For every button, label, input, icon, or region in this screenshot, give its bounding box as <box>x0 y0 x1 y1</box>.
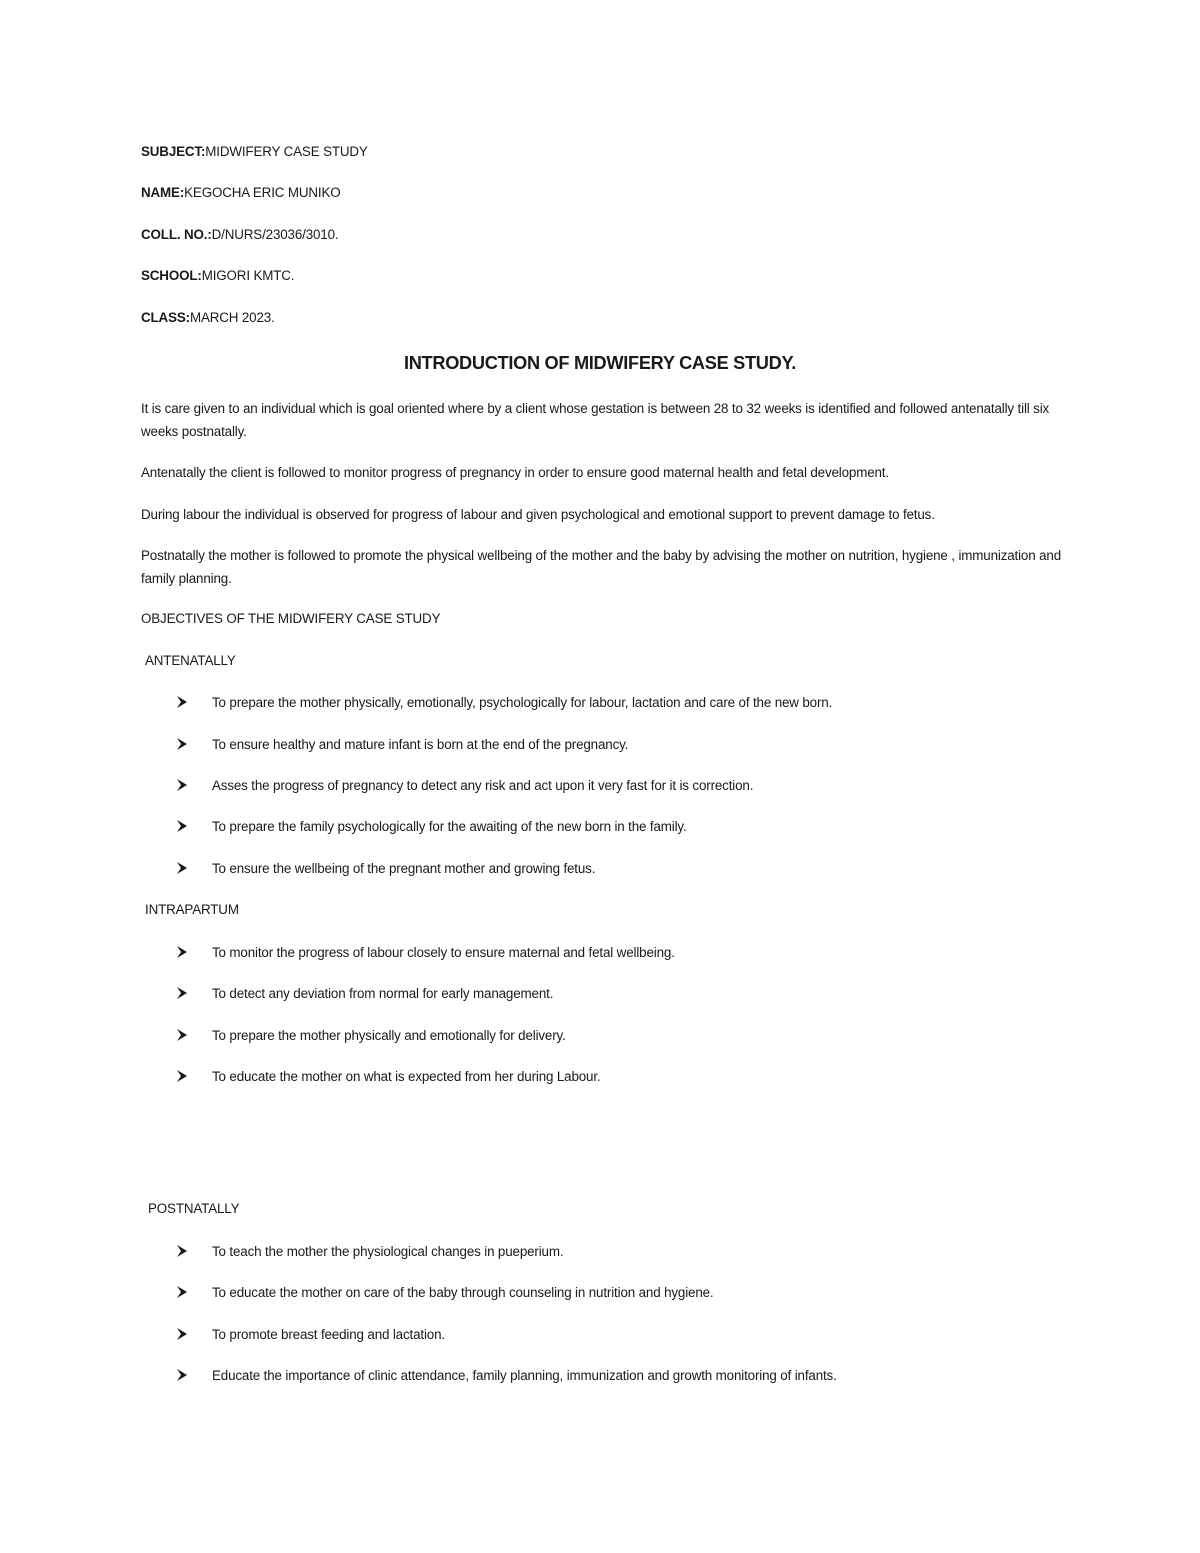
labour-paragraph: During labour the individual is observed for progress of labour and given psychological and emotional support to prevent damage to fetus. <box>141 507 935 522</box>
arrow-bullet-icon <box>176 695 188 709</box>
list-item-text: To promote breast feeding and lactation. <box>212 1327 445 1342</box>
arrow-bullet-icon <box>176 945 188 959</box>
list-item-text: To educate the mother on care of the baby through counseling in nutrition and hygiene. <box>212 1285 714 1300</box>
list-item <box>176 1327 1076 1345</box>
list-item <box>176 1028 1076 1046</box>
section-heading-postnatally: POSTNATALLY <box>148 1201 240 1216</box>
list-item-text: To ensure the wellbeing of the pregnant mother and growing fetus. <box>212 861 596 876</box>
list-item <box>176 778 1076 796</box>
coll-no-line <box>141 227 338 243</box>
list-item-text: To monitor the progress of labour closely to ensure maternal and fetal wellbeing. <box>212 945 675 960</box>
subject-key: SUBJECT: <box>141 144 206 159</box>
list-item-text: To prepare the mother physically and emotionally for delivery. <box>212 1028 566 1043</box>
list-item <box>176 737 1076 755</box>
class-value: MARCH 2023. <box>189 310 275 325</box>
section-heading-antenatally: ANTENATALLY <box>145 653 236 668</box>
arrow-bullet-icon <box>176 1285 188 1299</box>
coll-no-key: COLL. NO.: <box>141 227 212 242</box>
list-item <box>176 819 1076 837</box>
arrow-bullet-icon <box>176 819 188 833</box>
class-key: CLASS: <box>141 310 190 325</box>
list-item <box>176 1285 1076 1303</box>
list-item-text: To detect any deviation from normal for early management. <box>212 986 554 1001</box>
list-item <box>176 695 1076 713</box>
arrow-bullet-icon <box>176 778 188 792</box>
arrow-bullet-icon <box>176 1368 188 1382</box>
name-key: NAME: <box>141 185 185 200</box>
intro-paragraph: It is care given to an individual which is goal oriented where by a client whose gestation is between 28 to 32 weeks is identified and followed antenatally till six weeks postnatally. <box>141 401 1050 439</box>
class-line <box>141 310 275 326</box>
subject-line <box>141 144 368 160</box>
school-value: MIGORI KMTC. <box>201 268 295 283</box>
arrow-bullet-icon <box>176 1244 188 1258</box>
document-title: INTRODUCTION OF MIDWIFERY CASE STUDY. <box>403 353 797 373</box>
postnatal-paragraph: Postnatally the mother is followed to promote the physical wellbeing of the mother and the baby by advising the mother on nutrition, hygiene , immunization and family planning. <box>141 548 1061 586</box>
list-item <box>176 1069 1076 1087</box>
list-item <box>176 945 1076 963</box>
arrow-bullet-icon <box>176 986 188 1000</box>
list-item-text: To prepare the mother physically, emotionally, psychologically for labour, lactation and care of the new born. <box>212 695 833 710</box>
list-item <box>176 986 1076 1004</box>
list-item-text: To ensure healthy and mature infant is born at the end of the pregnancy. <box>212 737 629 752</box>
list-item-text: To prepare the family psychologically for the awaiting of the new born in the family. <box>212 819 687 834</box>
list-item-text: Asses the progress of pregnancy to detect any risk and act upon it very fast for it is correction. <box>212 778 754 793</box>
subject-value: MIDWIFERY CASE STUDY <box>205 144 368 159</box>
name-line <box>141 185 341 201</box>
antenatal-paragraph: Antenatally the client is followed to monitor progress of pregnancy in order to ensure good maternal health and fetal development. <box>141 465 889 480</box>
list-item-text: To teach the mother the physiological changes in pueperium. <box>212 1244 564 1259</box>
coll-no-value: D/NURS/23036/3010. <box>211 227 339 242</box>
list-item <box>176 1244 1076 1262</box>
arrow-bullet-icon <box>176 737 188 751</box>
section-heading-intrapartum: INTRAPARTUM <box>145 902 239 917</box>
list-item-text: Educate the importance of clinic attendance, family planning, immunization and growth monitoring of infants. <box>212 1368 837 1383</box>
arrow-bullet-icon <box>176 861 188 875</box>
name-value: KEGOCHA ERIC MUNIKO <box>184 185 341 200</box>
list-item-text: To educate the mother on what is expected from her during Labour. <box>212 1069 601 1084</box>
list-item <box>176 1368 1076 1386</box>
arrow-bullet-icon <box>176 1028 188 1042</box>
arrow-bullet-icon <box>176 1327 188 1341</box>
arrow-bullet-icon <box>176 1069 188 1083</box>
objectives-heading: OBJECTIVES OF THE MIDWIFERY CASE STUDY <box>141 611 441 626</box>
school-line <box>141 268 294 284</box>
list-item <box>176 861 1076 879</box>
school-key: SCHOOL: <box>141 268 202 283</box>
